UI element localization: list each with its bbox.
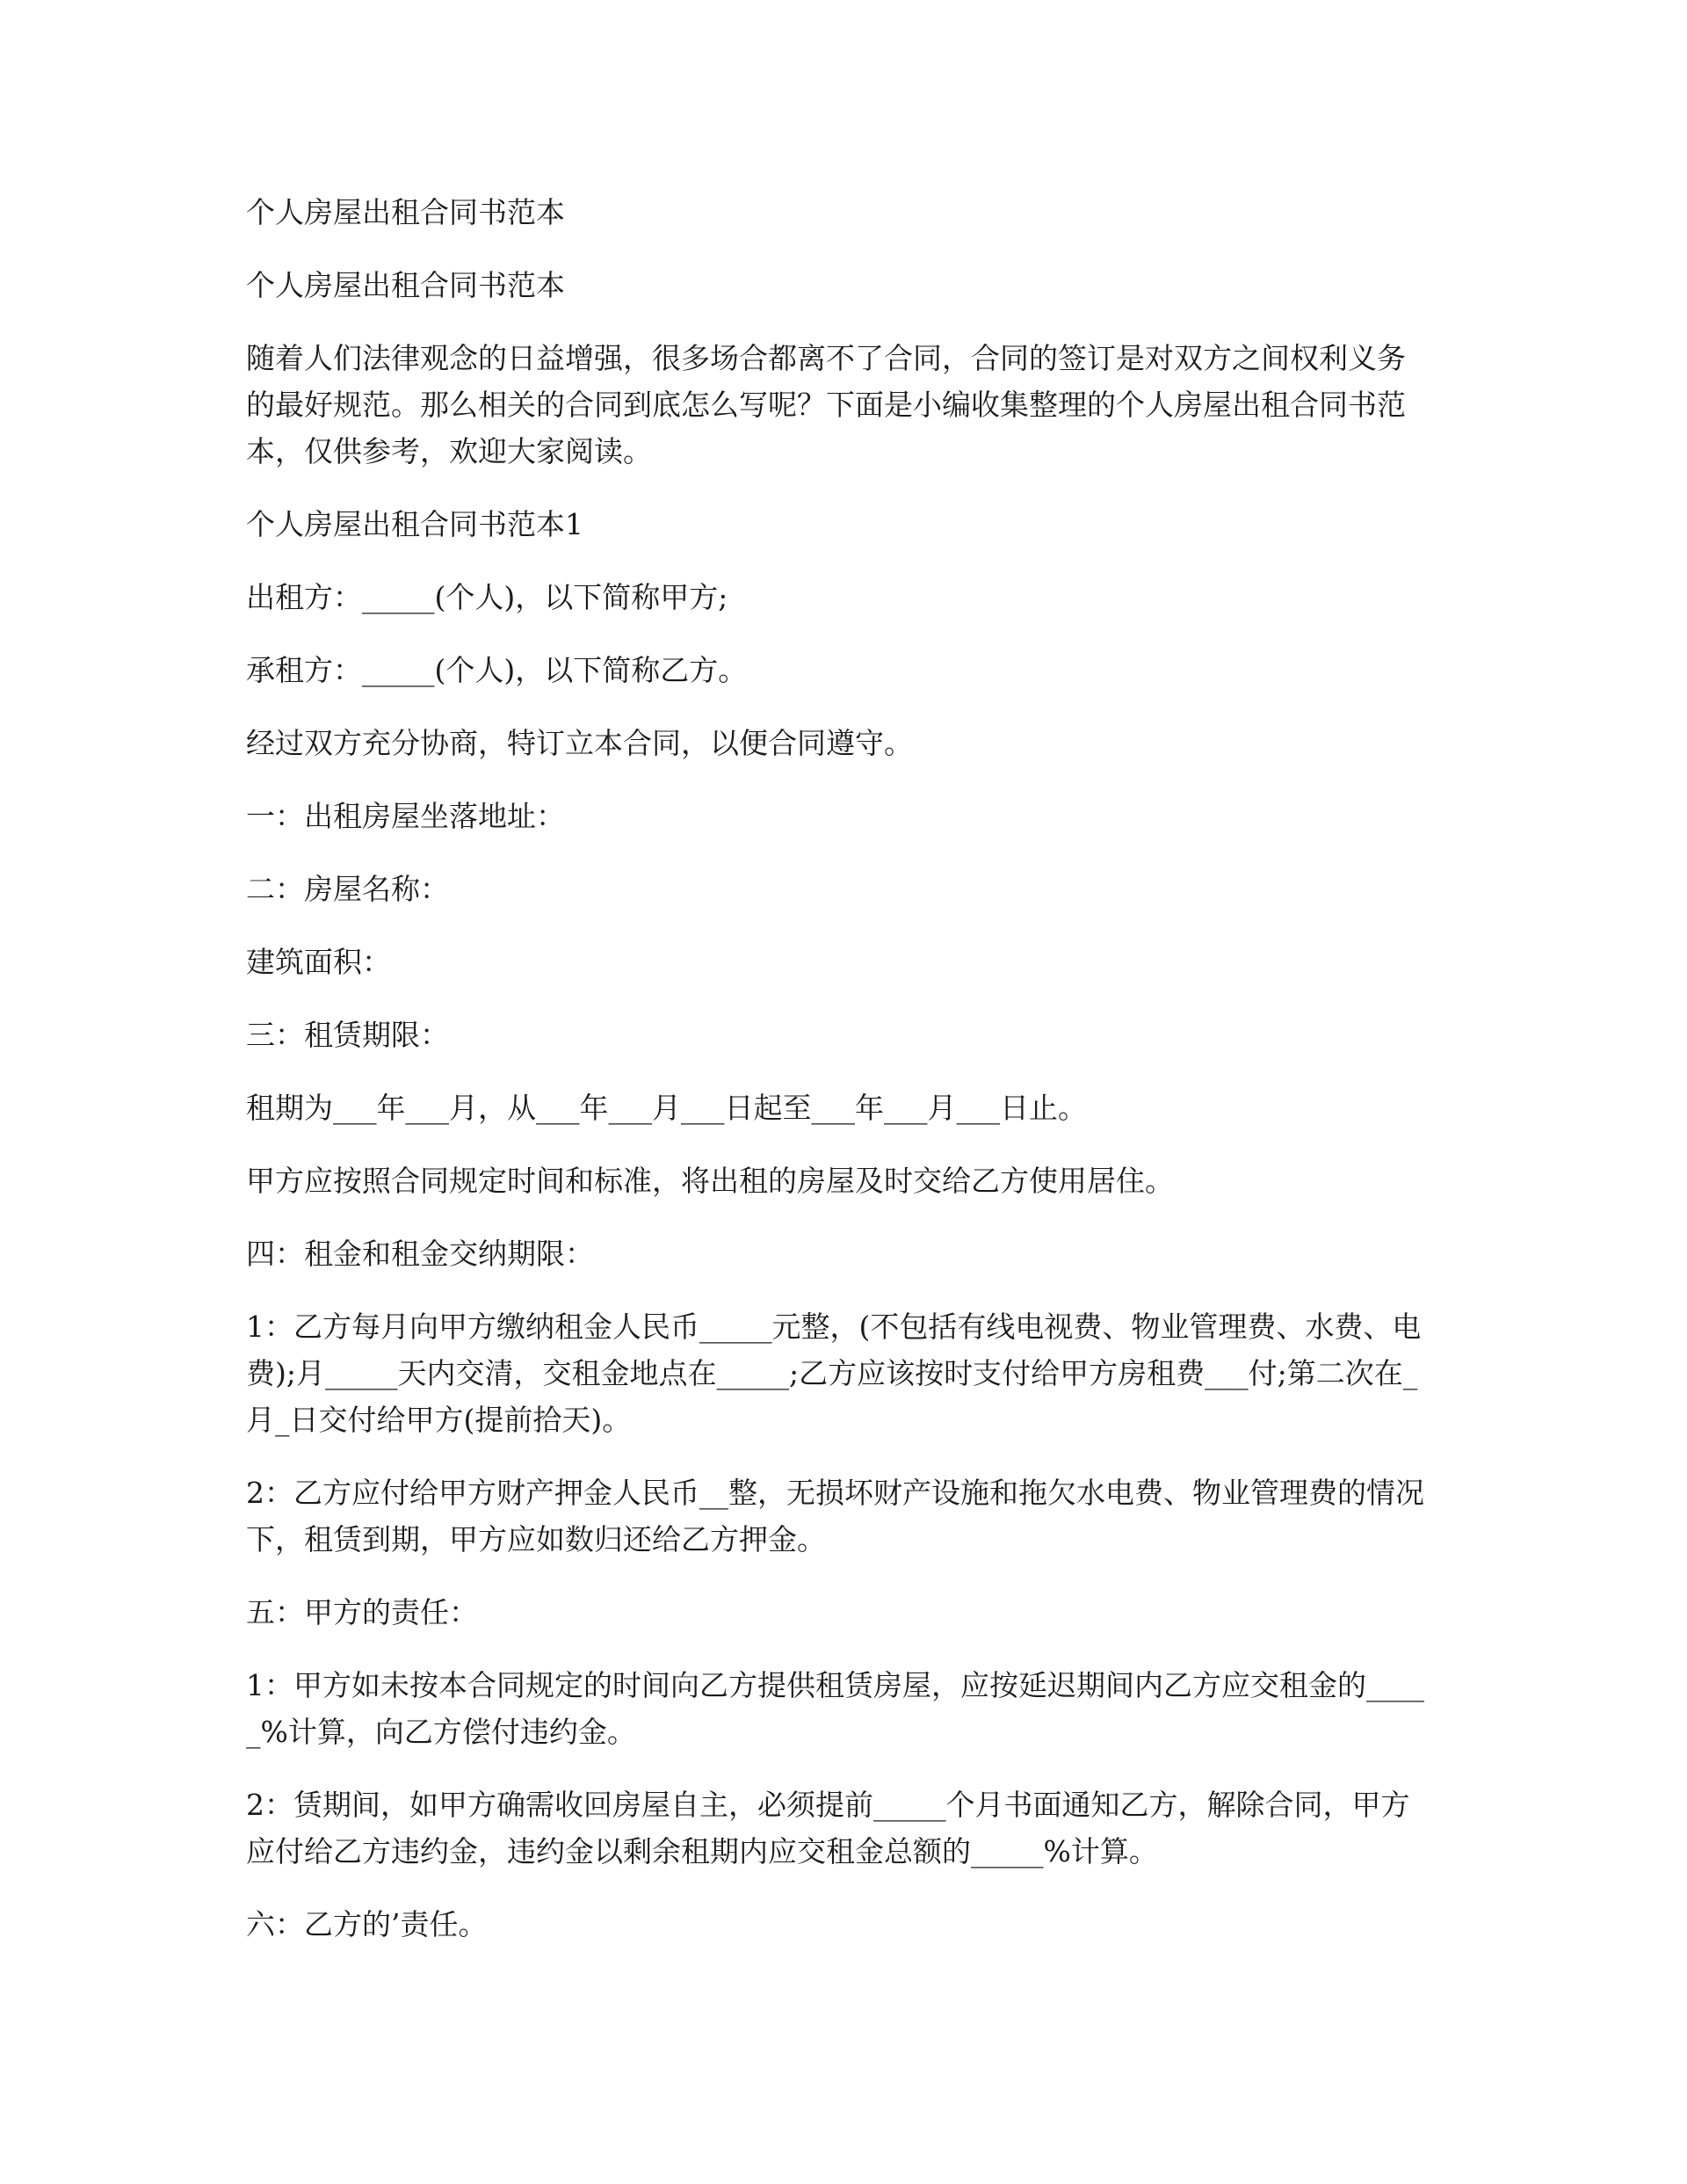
doc-title: 个人房屋出租合同书范本 xyxy=(246,268,565,302)
clause-5-lessor-duty: 五：甲方的责任： xyxy=(246,1595,478,1629)
clause-4-rent: 四：租金和租金交纳期限： xyxy=(246,1237,594,1271)
lease-period-line: 租期为___年___月，从___年___月___日起至___年___月___日止。 xyxy=(246,1091,1087,1125)
lessor-duty-item-1: 1：甲方如未按本合同规定的时间向乙方提供租赁房屋，应按延迟期间内乙方应交租金的_____%计算，向乙方偿付违约金。 xyxy=(246,1668,1424,1749)
rent-item-1: 1：乙方每月向甲方缴纳租金人民币_____元整，(不包括有线电视费、物业管理费、水费、电费);月_____天内交清，交租金地点在_____;乙方应该按时支付给甲方房租费___付;第二次在_月_日交付给甲方(提前拾天)。 xyxy=(246,1310,1422,1437)
doc-header-title: 个人房屋出租合同书范本 xyxy=(246,195,565,229)
clause-1-address: 一：出租房屋坐落地址： xyxy=(246,799,565,833)
document-body xyxy=(246,189,1428,1974)
agreement-line: 经过双方充分协商，特订立本合同，以便合同遵守。 xyxy=(246,726,913,760)
building-area: 建筑面积： xyxy=(246,945,391,979)
rent-item-2: 2：乙方应付给甲方财产押金人民币__整，无损坏财产设施和拖欠水电费、物业管理费的情况下，租赁到期，甲方应如数归还给乙方押金。 xyxy=(246,1476,1424,1556)
section-heading-sample-1: 个人房屋出租合同书范本1 xyxy=(246,507,583,541)
lessor-duty-item-2: 2：赁期间，如甲方确需收回房屋自主，必须提前_____个月书面通知乙方，解除合同，甲方应付给乙方违约金，违约金以剩余租期内应交租金总额的_____%计算。 xyxy=(246,1788,1410,1868)
lessor-line: 出租方：_____(个人)，以下简称甲方; xyxy=(246,580,728,614)
clause-2-house-name: 二：房屋名称： xyxy=(246,872,449,906)
clause-6-lessee-duty: 六：乙方的’责任。 xyxy=(246,1907,488,1941)
clause-3-lease-term: 三：租赁期限： xyxy=(246,1018,449,1052)
delivery-line: 甲方应按照合同规定时间和标准，将出租的房屋及时交给乙方使用居住。 xyxy=(246,1164,1174,1198)
intro-paragraph: 随着人们法律观念的日益增强，很多场合都离不了合同，合同的签订是对双方之间权利义务的最好规范。那么相关的合同到底怎么写呢？下面是小编收集整理的个人房屋出租合同书范本，仅供参考，欢迎大家阅读。 xyxy=(246,341,1406,468)
lessee-line: 承租方：_____(个人)，以下简称乙方。 xyxy=(246,653,748,687)
